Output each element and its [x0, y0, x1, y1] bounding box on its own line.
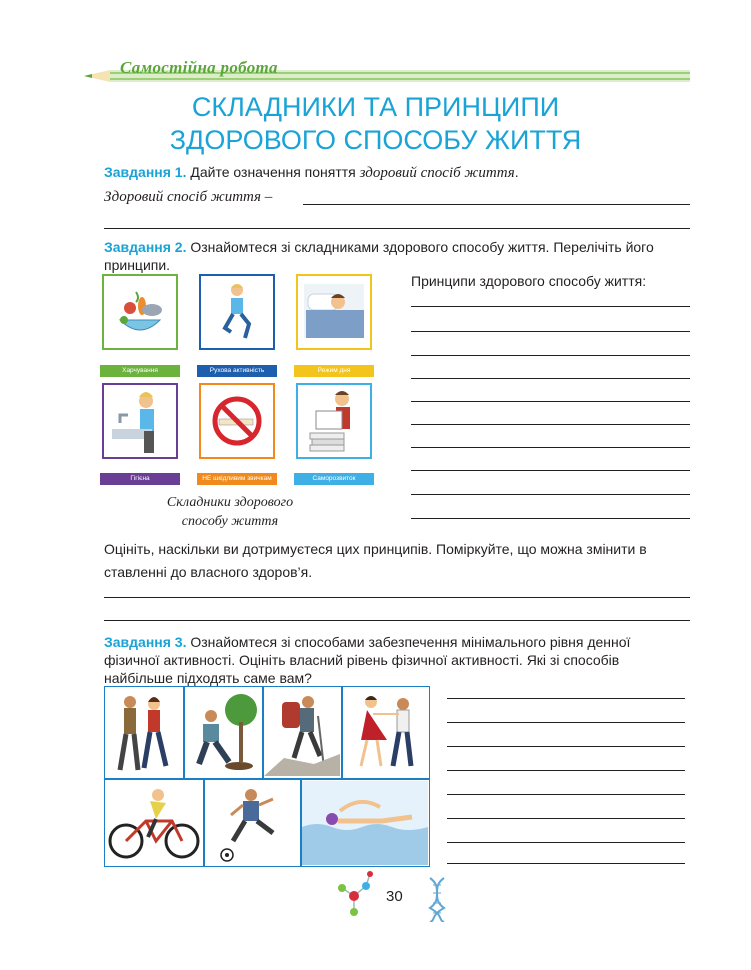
answer-line[interactable] — [104, 597, 690, 598]
tile-label-development: Саморозвиток — [294, 473, 374, 485]
activity-tile — [199, 274, 275, 350]
task1-text: Дайте означення поняття — [186, 164, 360, 180]
caption-line1: Складники здорового — [166, 495, 294, 510]
tile-label-nutrition: Харчування — [100, 365, 180, 377]
molecule-icon — [332, 868, 382, 920]
answer-line[interactable] — [447, 818, 685, 819]
definition-prefix: Здоровий спосіб життя – — [104, 189, 273, 205]
answer-line[interactable] — [447, 698, 685, 699]
task1-label: Завдання 1. — [104, 164, 187, 180]
section-label: Самостійна робота — [120, 58, 278, 77]
answer-line[interactable] — [303, 204, 690, 205]
task3-text-line3: найбільше підходять саме вам? — [104, 670, 312, 686]
answer-line[interactable] — [104, 620, 690, 621]
answer-line[interactable] — [411, 424, 690, 425]
answer-line[interactable] — [104, 228, 690, 229]
answer-line[interactable] — [447, 746, 685, 747]
answer-line[interactable] — [447, 842, 685, 843]
walking-couple-icon — [106, 688, 182, 776]
answer-line[interactable] — [411, 401, 690, 402]
washing-hands-icon — [104, 385, 176, 457]
self-development-tile — [296, 383, 372, 459]
task3-text-line2: фізичної активності. Оцініть власний рівень фізичної активності. Які зі способів — [104, 652, 620, 668]
no-bad-habits-tile — [199, 383, 275, 459]
daily-routine-tile — [296, 274, 372, 350]
running-girl-icon — [201, 276, 273, 348]
food-bowl-icon — [104, 276, 176, 348]
answer-line[interactable] — [411, 378, 690, 379]
tile-label-habits: НЕ шкідливим звичкам — [197, 473, 277, 485]
principles-heading: Принципи здорового способу життя: — [411, 273, 647, 289]
task2-text: Ознайомтеся зі складниками здорового способу життя. Перелічіть його — [186, 239, 654, 255]
tiles-caption — [130, 493, 330, 531]
caption-line2: способу життя — [181, 514, 279, 529]
task3-prompt — [104, 633, 694, 687]
cycling-icon — [106, 781, 202, 865]
reading-person-icon — [298, 385, 370, 457]
page-number: 30 — [386, 888, 403, 905]
page-title-line2: ЗДОРОВОГО СПОСОБУ ЖИТТЯ — [169, 125, 582, 155]
hiking-icon — [264, 688, 340, 776]
task3-label: Завдання 3. — [104, 634, 187, 650]
tile-label-hygiene: Гігієна — [100, 473, 180, 485]
task1-prompt — [104, 163, 704, 182]
tile-label-routine: Режим дня — [294, 365, 374, 377]
answer-line[interactable] — [447, 722, 685, 723]
answer-line[interactable] — [411, 331, 690, 332]
page-title-line1: СКЛАДНИКИ ТА ПРИНЦИПИ — [191, 92, 560, 122]
football-icon — [205, 781, 299, 865]
nutrition-tile — [102, 274, 178, 350]
answer-line[interactable] — [447, 863, 685, 864]
evaluate-prompt — [104, 538, 694, 584]
no-smoking-icon — [201, 385, 273, 457]
answer-line[interactable] — [411, 447, 690, 448]
task2-text-line2: принципи. — [104, 257, 171, 273]
answer-line[interactable] — [411, 306, 690, 307]
answer-line[interactable] — [411, 470, 690, 471]
answer-line[interactable] — [411, 494, 690, 495]
evaluate-line2: ставленні до власного здоров’я. — [104, 564, 313, 580]
hygiene-tile — [102, 383, 178, 459]
task2-label: Завдання 2. — [104, 239, 187, 255]
sleeping-person-icon — [298, 276, 370, 348]
dna-icon — [426, 876, 448, 922]
answer-line[interactable] — [447, 794, 685, 795]
planting-tree-icon — [185, 688, 261, 776]
evaluate-line1: Оцініть, наскільки ви дотримуєтеся цих принципів. Поміркуйте, що можна змінити в — [104, 541, 647, 557]
answer-line[interactable] — [411, 355, 690, 356]
task1-text-end: . — [514, 164, 519, 180]
dancing-couple-icon — [343, 688, 428, 776]
task2-prompt — [104, 238, 694, 274]
task3-text: Ознайомтеся зі способами забезпечення мінімального рівня денної — [186, 634, 631, 650]
swimming-icon — [302, 781, 428, 865]
tile-label-activity: Рухова активність — [197, 365, 277, 377]
answer-line[interactable] — [411, 518, 690, 519]
task1-term: здоровий спосіб життя — [359, 165, 515, 181]
grid-divider — [104, 778, 430, 780]
answer-line[interactable] — [447, 770, 685, 771]
